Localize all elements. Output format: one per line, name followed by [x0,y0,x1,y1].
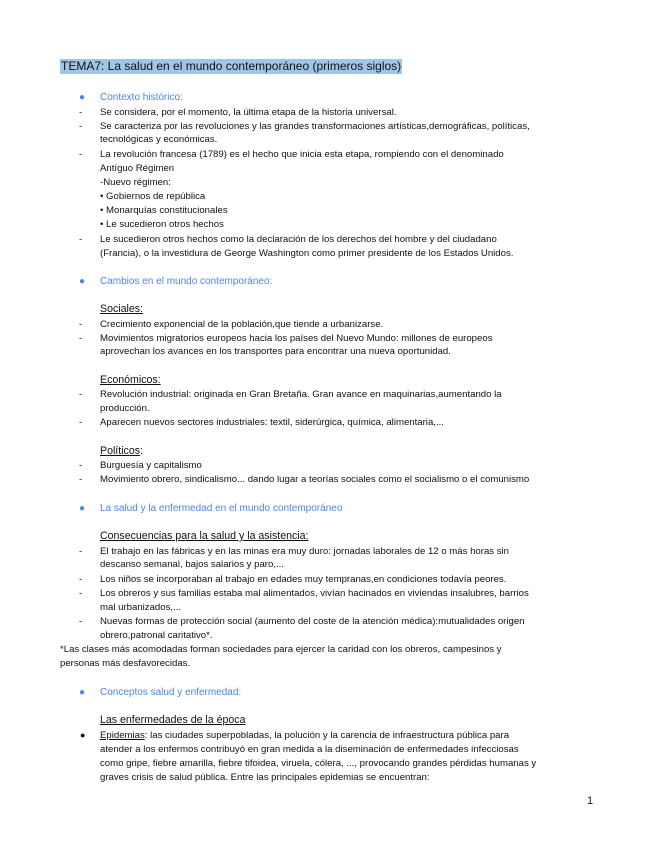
text-line: aprovechan los avances en los transportes para encontrar una nueva oportunidad. [100,346,451,357]
text-line: Le sucedieron otros hechos como la declaración de los derechos del hombre y del ciudadano [100,234,497,245]
text-line: Burguesía y capitalismo [100,460,202,471]
text-line: mal urbanizados,... [100,602,182,613]
dash-marker: - [79,333,83,344]
text-line: Movimiento obrero, sindicalismo... dando lugar a teorías sociales como el socialismo o el comunismo [100,474,530,485]
epidemias-text: : las ciudades superpobladas, la polución y la carencia de infraestructura pública para [144,730,510,741]
subheading-enfermedades: Las enfermedades de la época [100,714,246,726]
subheading-sociales: Sociales: [100,303,143,315]
subheading-politicos [100,445,143,458]
dash-marker: - [79,149,83,160]
epidemias-label: Epidemias [100,730,145,741]
section-heading-cambios: Cambios en el mundo contemporáneo: [100,276,273,287]
dash-marker: - [79,574,83,585]
text-line: Antíguo Régimen [100,163,175,174]
page-title: TEMA7: La salud en el mundo contemporáneo (primeros siglos) [61,59,402,73]
text-line: atender a los enfermos contribuyó en gran medida a la diseminación de enfermedades infecciosas [100,744,519,755]
text-line: obrero,patronal caritativo*. [100,630,213,641]
text-line: • Gobiernos de república [100,191,206,202]
text-line: Los niños se incorporaban al trabajo en edades muy tempranas,en condiciones todavía peores. [100,574,507,585]
text-line: • Monarquías constitucionales [100,205,228,216]
section-heading-salud: La salud y la enfermedad en el mundo contemporáneo [100,503,343,514]
section-bullet: ● [79,92,86,103]
text-line: Movimientos migratorios europeos hacia los países del Nuevo Mundo: millones de europeos [100,333,493,344]
dash-marker: - [79,460,83,471]
subheading-consecuencias: Consecuencias para la salud y la asistencia: [100,530,309,542]
dash-marker: - [79,121,83,132]
dash-marker: - [79,546,83,557]
text-line: Aparecen nuevos sectores industriales: textil, siderúrgica, química, alimentaria,... [100,417,444,428]
text-line: Se caracteriza por las revoluciones y las grandes transformaciones artísticas,demográficas, políticas, [100,121,530,132]
text-line: producción. [100,403,150,414]
text-line: -Nuevo régimen: [100,177,171,188]
text-line [100,729,509,742]
text-line: El trabajo en las fábricas y en las minas era muy duro: jornadas laborales de 12 o más horas sin [100,546,510,557]
politicos-colon: : [140,445,143,457]
note-line: personas más desfavorecidas. [60,658,191,669]
text-line: Nuevas formas de protección social (aumento del coste de la atención médica):mutualidades origen [100,616,525,627]
dash-marker: - [79,588,83,599]
text-line: tecnológicas y económicas. [100,134,218,145]
text-line: Crecimiento exponencial de la población,que tiende a urbanizarse. [100,319,384,330]
dash-marker: - [79,319,83,330]
section-bullet: ● [79,503,86,514]
dash-marker: - [79,389,83,400]
section-bullet: ● [79,276,86,287]
bullet-marker: ● [80,730,86,740]
politicos-label: Políticos [100,445,141,457]
dash-marker: - [79,616,83,627]
page-number: 1 [587,795,594,807]
text-line: (Francia), o la investidura de George Washington como primer presidente de los Estados Unidos. [100,248,514,259]
text-line: La revolución francesa (1789) es el hecho que inicia esta etapa, rompiendo con el denominado [100,149,504,160]
text-line: Los obreros y sus familias estaba mal alimentados, vivían hacinados en viviendas insalubres, barrios [100,588,529,599]
text-line: • Le sucedieron otros hechos [100,219,224,230]
section-heading-contexto: Contexto histórico: [100,92,183,103]
text-line: Se considera, por el momento, la última etapa de la historia universal. [100,107,397,118]
text-line: graves crisis de salud pública. Entre las principales epidemias se encuentran: [100,772,430,783]
section-heading-conceptos: Conceptos salud y enfermedad: [100,687,242,698]
text-line: como gripe, fiebre amarilla, fiebre tifoidea, viruela, cólera, ..., provocando grandes pérdidas humanas y [100,758,537,769]
dash-marker: - [79,417,83,428]
dash-marker: - [79,107,83,118]
section-bullet: ● [79,687,86,698]
text-line: Revolución industrial: originada en Gran Bretaña. Gran avance en maquinarias,aumentando la [100,389,502,400]
text-line: descanso semanal, bajos salarios y paro,... [100,559,284,570]
dash-marker: - [79,234,83,245]
subheading-economicos: Económicos: [100,374,161,386]
dash-marker: - [79,474,83,485]
note-line: *Las clases más acomodadas forman sociedades para ejercer la caridad con los obreros, campesinos y [60,644,502,655]
